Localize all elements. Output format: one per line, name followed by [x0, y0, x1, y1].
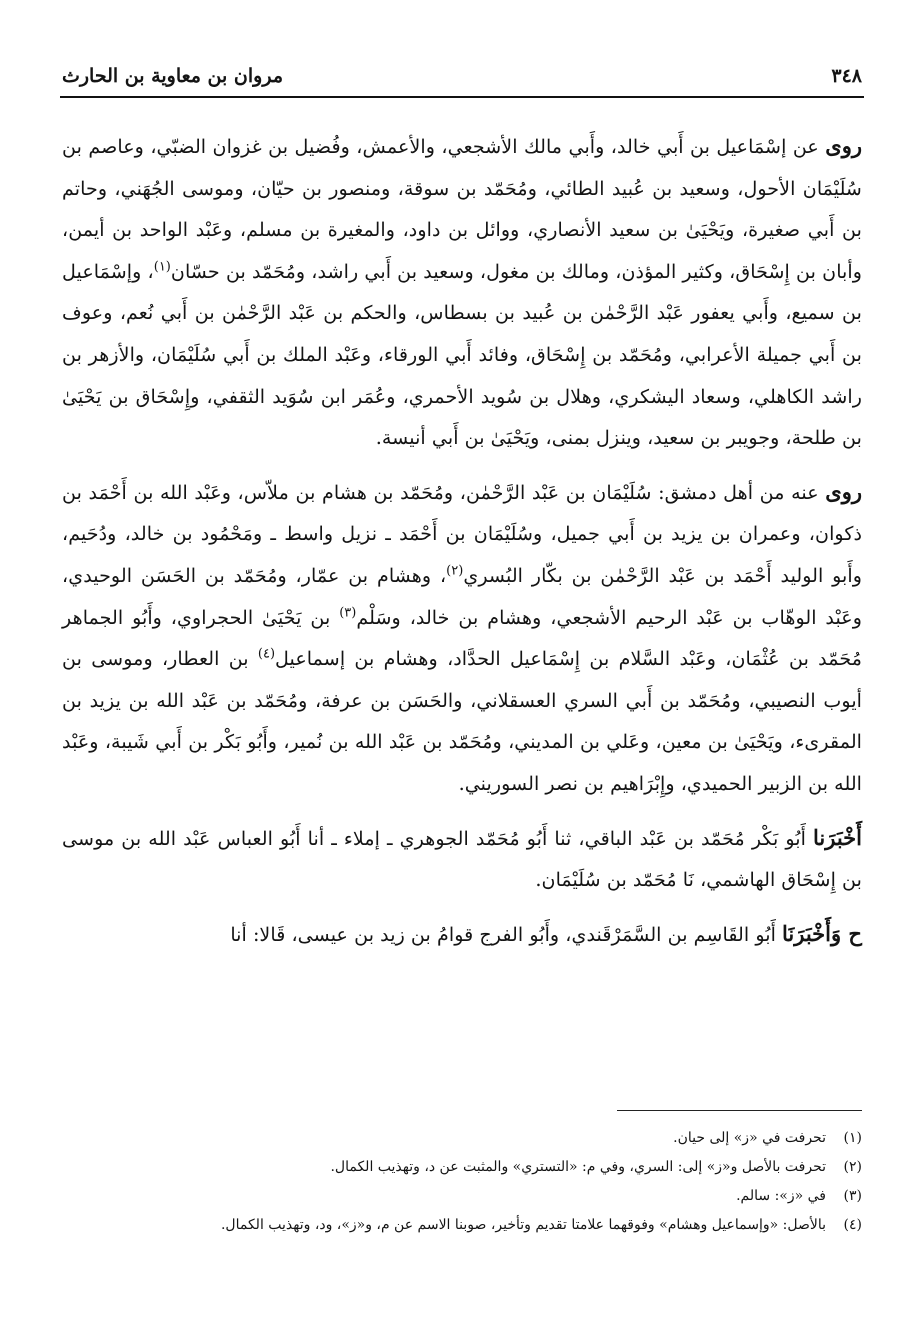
footnote-ref-2: (٢) — [446, 563, 464, 579]
paragraph-narrated-from — [62, 125, 862, 459]
paragraph-keyword: أَخْبَرَنا — [813, 824, 862, 850]
footnotes — [62, 1124, 862, 1240]
page-number: ٣٤٨ — [831, 65, 862, 87]
paragraph-text: ، وإسْمَاعيل بن سميع، وأَبي يعفور عَبْد الرَّحْمٰن بن عُبيد بن بسطاس، والحكم بن عَبْد الرَّحْمٰن بن أَبي نُعم، وعوف بن أَبي جميلة الأعرابي، ومُحَمّد بن إِسْحَاق، وفائد أَبي الورقاء، وعَبْد الملك بن أَبي سُلَيْمَان، والأزهر بن راشد الكاهلي، وسعاد اليشكري، وهلال بن سُويد الأحمري، وعُمَر ابن سُوَيد الثقفي، وإِسْحَاق بن يَحْيَىٰ بن طلحة، وجويبر بن سعيد، وينزل بمنى، ويَحْيَىٰ بن أَبي أنيسة. — [62, 259, 862, 450]
header-rule — [60, 96, 864, 98]
paragraph-narrated-by — [62, 471, 862, 805]
footnote — [62, 1211, 862, 1240]
page-header — [62, 58, 862, 94]
paragraph-keyword: روى — [825, 478, 862, 504]
footnote-ref-1: (١) — [153, 259, 171, 275]
paragraph-text: أَبُو بَكْر مُحَمّد بن عَبْد الباقي، ثنا أَبُو مُحَمّد الجوهري ـ إملاء ـ أنا أَبُو العباس عَبْد الله بن موسى بن إِسْحَاق الهاشمي، نَا مُحَمّد بن سُلَيْمَان. — [62, 826, 862, 892]
footnote — [62, 1124, 862, 1153]
running-title: مروان بن معاوية بن الحارث — [62, 65, 283, 87]
footnote-ref-4: (٤) — [257, 646, 276, 662]
footnote-number: (٣) — [843, 1188, 862, 1204]
paragraph-prefix: ح — [841, 920, 862, 946]
paragraph-isnad-2 — [62, 913, 862, 956]
paragraph-isnad-1 — [62, 817, 862, 901]
footnote-number: (٢) — [843, 1159, 862, 1175]
footnote-text: تحرفت في «ز» إلى حيان. — [673, 1130, 826, 1146]
footnote — [62, 1153, 862, 1182]
footnote-number: (٤) — [843, 1217, 862, 1233]
footnote-separator — [617, 1110, 862, 1111]
footnote-text: بالأصل: «وإسماعيل وهشام» وفوقهما علامتا تقديم وتأخير، صوبنا الاسم عن م، و«ز»، ود، وتهذيب الكمال. — [220, 1217, 826, 1233]
paragraph-text: عن إسْمَاعيل بن أَبي خالد، وأَبي مالك الأشجعي، والأعمش، وفُضيل بن غزوان الضبّي، وعاصم بن سُلَيْمَان الأحول، وسعيد بن عُبيد الطائي، ومُحَمّد بن سوقة، ومنصور بن حيّان، وموسى الجُهَني، وحاتم بن أَبي صغيرة، ويَحْيَىٰ بن سعيد الأنصاري، ووائل بن داود، والمغيرة بن مسلم، وعَبْد الواحد بن أيمن، وأبان بن إِسْحَاق، وكثير المؤذن، ومالك بن مغول، وسعيد بن أَبي راشد، ومُحَمّد بن حسّان — [62, 135, 862, 283]
footnote-text: في «ز»: سالم. — [736, 1188, 826, 1204]
paragraph-text: عنه من أهل دمشق: سُلَيْمَان بن عَبْد الرَّحْمٰن، ومُحَمّد بن هشام بن ملاّس، وعَبْد الله بن أَحْمَد بن ذكوان، وعمران بن يزيد بن أَبي جميل، وسُلَيْمَان بن أَحْمَد ـ نزيل واسط ـ ومَحْمُود بن خالد، ودُحَيم، وأَبو الوليد أَحْمَد بن عَبْد الرَّحْمٰن بن بكّار البُسري — [62, 480, 862, 587]
footnote-ref-3: (٣) — [339, 605, 357, 621]
paragraph-text: بن العطار، وموسى بن أيوب النصيبي، ومُحَمّد بن أَبي السري العسقلاني، والحَسَن بن عرفة، ومُحَمّد بن عَبْد الله بن يزيد بن المقرىء، ويَحْيَىٰ بن معين، وعَلي بن المديني، ومُحَمّد بن عَبْد الله بن نُمير، وأَبُو بَكْر بن أَبي شَيبة، وعَبْد الله بن الزبير الحميدي، وإِبْرَاهيم بن نصر السوريني. — [62, 647, 862, 795]
paragraph-text: ، وهشام بن عمّار، ومُحَمّد بن الحَسَن الوحيدي، وعَبْد الوهّاب بن عَبْد الرحيم الأشجعي، وهشام بن خالد، وسَلْم — [62, 563, 862, 629]
paragraph-text: أَبُو القَاسِم بن السَّمَرْقَندي، وأَبُو الفرج قوامُ بن زيد بن عيسى، قَالا: أنا — [230, 922, 782, 946]
footnote-text: تحرفت بالأصل و«ز» إلى: السري، وفي م: «التستري» والمثبت عن د، وتهذيب الكمال. — [330, 1159, 826, 1175]
paragraph-text: بن يَحْيَىٰ الحجراوي، وأَبُو الجماهر مُحَمّد بن عُثْمَان، وعَبْد السَّلام بن إِسْمَاعيل الحدَّاد، وهشام بن إسماعيل — [62, 605, 862, 671]
body-text — [62, 125, 862, 955]
footnote — [62, 1182, 862, 1211]
paragraph-keyword: روى — [825, 133, 862, 158]
footnote-number: (١) — [843, 1130, 862, 1146]
paragraph-keyword: وَأَخْبَرَنَا — [782, 920, 842, 946]
